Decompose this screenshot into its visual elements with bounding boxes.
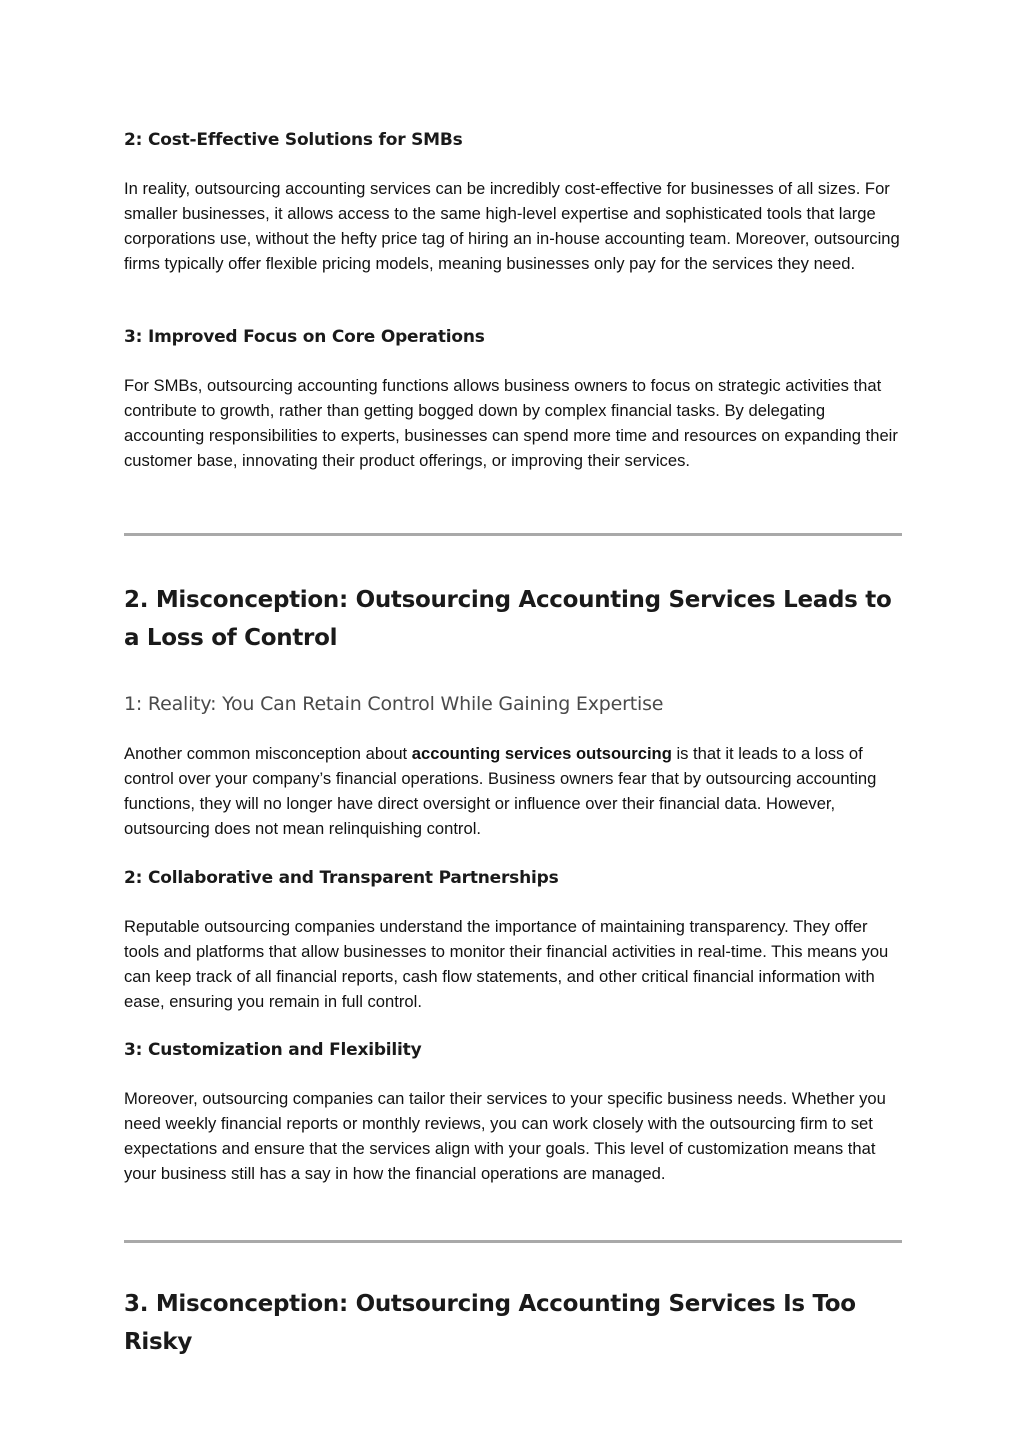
section-divider [124, 533, 902, 536]
misconception-2-title: 2. Misconception: Outsourcing Accounting Services Leads to a Loss of Control [124, 587, 892, 651]
collaborative-paragraph: Reputable outsourcing companies understand the importance of maintaining transparency. They offer tools and platforms that allow businesses to monitor their financial activities in real-time. This means you can keep track of all financial reports, cash flow statements, and other critical financial information with ease, ensuring you remain in full control. [124, 917, 889, 1011]
loss-of-control-text-start: Another common misconception about [124, 744, 412, 763]
collaborative-heading: 2: Collaborative and Transparent Partnerships [124, 868, 559, 888]
cost-effective-paragraph: In reality, outsourcing accounting services can be incredibly cost-effective for businesses of all sizes. For smaller businesses, it allows access to the same high-level expertise and sophisticated tools that large corporations use, without the hefty price tag of hiring an in-house accounting team. Moreover, outsourcing firms typically offer flexible pricing models, meaning businesses only pay for the services they need. [124, 179, 900, 273]
section-divider [124, 1240, 902, 1243]
loss-of-control-paragraph [124, 741, 904, 841]
loss-of-control-text-end: is that it leads to a loss of control over your company’s financial operations. Business owners fear that by outsourcing accounting functions, they will no longer have direct oversight or influence over their financial data. However, outsourcing does not mean relinquishing control. [124, 744, 877, 838]
customization-heading: 3: Customization and Flexibility [124, 1040, 422, 1060]
accounting-services-outsourcing-keyword: accounting services outsourcing [411, 744, 672, 763]
reality-subheading: 1: Reality: You Can Retain Control While Gaining Expertise [124, 693, 664, 715]
customization-paragraph: Moreover, outsourcing companies can tailor their services to your specific business needs. Whether you need weekly financial reports or monthly reviews, you can work closely with the outsourcing firm to set expectations and ensure that the services align with your goals. This level of customization means that your business still has a say in how the financial operations are managed. [124, 1089, 886, 1183]
improved-focus-heading: 3: Improved Focus on Core Operations [124, 327, 485, 347]
improved-focus-paragraph: For SMBs, outsourcing accounting functions allows business owners to focus on strategic activities that contribute to growth, rather than getting bogged down by complex financial tasks. By delegating accounting responsibilities to experts, businesses can spend more time and resources on expanding their customer base, innovating their product offerings, or improving their services. [124, 376, 898, 470]
cost-effective-heading: 2: Cost-Effective Solutions for SMBs [124, 130, 463, 150]
misconception-3-title: 3. Misconception: Outsourcing Accounting Services Is Too Risky [124, 1291, 856, 1355]
